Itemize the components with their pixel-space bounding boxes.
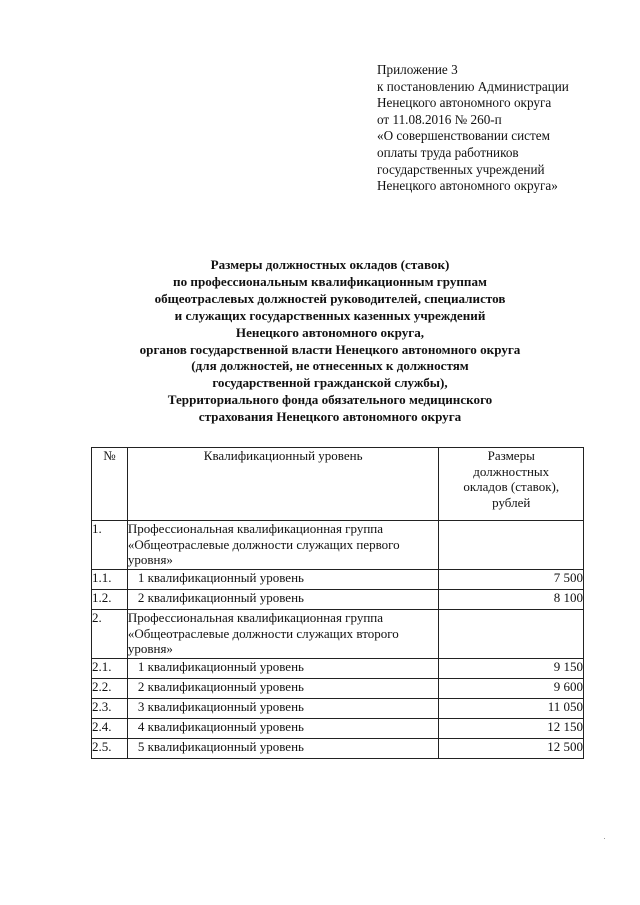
- title-line: (для должностей, не отнесенных к должностям: [191, 358, 469, 374]
- title-line: Территориального фонда обязательного медицинского: [167, 392, 493, 408]
- table-row: [92, 719, 584, 739]
- annex-line: государственных учреждений: [377, 161, 545, 177]
- annex-line: Ненецкого автономного округа: [377, 95, 552, 111]
- annex-line: «О совершенствовании систем: [377, 128, 550, 144]
- row-level-name: 2 квалификационный уровень: [127, 679, 439, 699]
- group-name-line: «Общеотраслевые должности служащих второго: [127, 625, 399, 641]
- row-number: 2.3.: [92, 699, 128, 719]
- row-number: 2.: [92, 610, 128, 659]
- table-row: [92, 739, 584, 759]
- table-row: [92, 679, 584, 699]
- table-row: [92, 699, 584, 719]
- title-line: Ненецкого автономного округа,: [235, 324, 425, 340]
- row-level-name: 4 квалификационный уровень: [127, 719, 439, 739]
- annex-line: Приложение 3: [377, 62, 458, 77]
- row-value: [439, 521, 584, 570]
- row-level-name: 5 квалификационный уровень: [127, 739, 439, 759]
- table-header-row: [92, 448, 584, 521]
- title-line: по профессиональным квалификационным группам: [173, 273, 487, 289]
- annex-line: оплаты труда работников: [377, 144, 519, 160]
- table-row-group: [92, 521, 584, 570]
- annex-header: [377, 62, 627, 195]
- row-level-name: 2 квалификационный уровень: [127, 590, 439, 610]
- row-value: 7 500: [439, 570, 584, 590]
- header-level: Квалификационный уровень: [127, 448, 439, 521]
- annex-line: Ненецкого автономного округа»: [377, 178, 558, 194]
- row-level-name: 3 квалификационный уровень: [127, 699, 439, 719]
- row-number: 2.5.: [92, 739, 128, 759]
- header-salary-line: Размеры: [487, 448, 535, 463]
- row-value: 9 150: [439, 659, 584, 679]
- row-value: 8 100: [439, 590, 584, 610]
- group-name-line: Профессиональная квалификационная группа: [127, 521, 384, 536]
- row-group-name: [127, 610, 439, 659]
- title-line: и служащих государственных казенных учреждений: [174, 307, 486, 323]
- document-title: [60, 257, 600, 426]
- row-level-name: 1 квалификационный уровень: [127, 570, 439, 590]
- row-level-name: 1 квалификационный уровень: [127, 659, 439, 679]
- row-number: 1.: [92, 521, 128, 570]
- title-line: органов государственной власти Ненецкого автономного округа: [139, 341, 521, 357]
- header-salary-line: окладов (ставок),: [463, 479, 560, 495]
- row-value: 11 050: [439, 699, 584, 719]
- annex-line: к постановлению Администрации: [377, 78, 569, 94]
- title-line: общеотраслевых должностей руководителей, специалистов: [154, 290, 506, 306]
- table-row: [92, 659, 584, 679]
- title-line: страхования Ненецкого автономного округа: [198, 409, 462, 425]
- group-name-line: уровня»: [127, 552, 173, 568]
- title-line: Размеры должностных окладов (ставок): [210, 257, 450, 272]
- annex-line: от 11.08.2016 № 260-п: [377, 111, 502, 127]
- group-name-line: Профессиональная квалификационная группа: [127, 610, 384, 625]
- header-salary-line: рублей: [492, 494, 531, 510]
- row-value: 12 150: [439, 719, 584, 739]
- salary-table: [91, 447, 584, 759]
- scan-speck: [604, 838, 605, 839]
- row-number: 2.4.: [92, 719, 128, 739]
- row-value: 12 500: [439, 739, 584, 759]
- title-line: государственной гражданской службы),: [212, 375, 448, 391]
- row-number: 2.2.: [92, 679, 128, 699]
- header-salary: [439, 448, 584, 521]
- row-number: 1.1.: [92, 570, 128, 590]
- group-name-line: «Общеотраслевые должности служащих первого: [127, 536, 400, 552]
- header-salary-line: должностных: [473, 463, 550, 479]
- table-row: [92, 570, 584, 590]
- row-value: [439, 610, 584, 659]
- header-number: №: [92, 448, 128, 521]
- row-group-name: [127, 521, 439, 570]
- row-value: 9 600: [439, 679, 584, 699]
- table-row: [92, 590, 584, 610]
- row-number: 2.1.: [92, 659, 128, 679]
- row-number: 1.2.: [92, 590, 128, 610]
- group-name-line: уровня»: [127, 641, 173, 657]
- table-row-group: [92, 610, 584, 659]
